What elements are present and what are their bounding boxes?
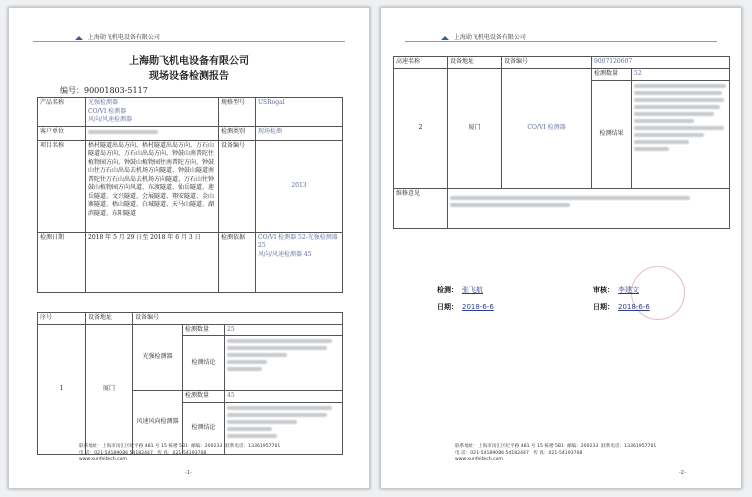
- device-no-value: 9007120607: [592, 57, 730, 69]
- review-date: [593, 302, 650, 312]
- footer-website: www.xunfeitech.com: [79, 457, 127, 462]
- row-seq-value: 1: [38, 324, 86, 454]
- company-logo-icon: [441, 35, 450, 41]
- reviewer-name: 李建文: [618, 286, 639, 294]
- review-date-value: 2018-6-6: [618, 303, 650, 311]
- remarks-value: [448, 188, 730, 228]
- footer-postcode: 邮编：200233: [566, 444, 599, 449]
- footer-tel: 电 话：021-54189086 54182447: [79, 450, 153, 456]
- label-product-name: 产品名称: [38, 98, 86, 127]
- inspect-date: [437, 302, 494, 312]
- reviewer-signature: [593, 285, 639, 295]
- company-logo-icon: [75, 35, 84, 41]
- company-title: 上海勋飞机电设备有限公司: [129, 56, 249, 67]
- device-1-conclusion: [225, 336, 343, 391]
- report-page-2: [380, 7, 742, 489]
- label-test-method: 检测类别: [219, 126, 256, 140]
- model-value: USRogal: [256, 98, 343, 127]
- footer-fax: 传 真：021-54193708: [157, 450, 207, 456]
- device-1-count: 25: [225, 324, 343, 336]
- label-conclusion: 检测结果: [592, 80, 632, 188]
- label-model: 规格型号: [219, 98, 256, 127]
- label-test-date: 检测日期: [38, 232, 86, 292]
- page-footer: [79, 444, 280, 464]
- label-conclusion-2: 检测结论: [183, 402, 225, 454]
- device-2-count: 45: [225, 391, 343, 403]
- page-number: -2-: [679, 470, 686, 476]
- device-table-2: [393, 56, 730, 229]
- footer-postcode: 邮编：200233: [190, 444, 223, 449]
- label-client: 客户单位: [38, 126, 86, 140]
- test-method-value: 现场检测: [256, 126, 343, 140]
- inspector-name: 张飞航: [462, 286, 483, 294]
- footer-phone: 13361957701: [248, 444, 281, 449]
- col-device-no: 设备编号: [502, 57, 592, 69]
- label-equipment-no: 设备编号: [219, 140, 256, 232]
- report-table-1: [37, 97, 343, 293]
- header-divider: [33, 41, 345, 42]
- report-number: 编号：90001803-5117: [60, 86, 148, 95]
- col-device-no: 设备编号: [133, 313, 343, 325]
- test-items-value: 梧村隧道出岛方向、梧村隧道出岛方向、万石山隧道岛方向、万石山出岛方向、钟鼓山南普陀往植物园方向、钟鼓山植物园往南普陀方向、钟鼓山往万石山出岛去机场方向隧道、钟鼓山隧道南普陀往万石山出岛去机场方向隧道、万石山往钟鼓山植物园方向风道、东渡隧道、仙岳隧道、莲岳隧道、文兴隧道、会展隧道、翔安隧道、金山寨隧道、梧山隧道、白城隧道、天马山隧道、湖滨隧道、东阳隧道: [86, 140, 219, 232]
- inspect-date-label: 日期：: [437, 303, 458, 311]
- header-company-name: 上海勋飞机电设备有限公司: [87, 34, 160, 41]
- reviewer-label: 审核：: [593, 286, 614, 294]
- page-header: [441, 32, 526, 41]
- device-table-1: [37, 312, 343, 455]
- test-date-value: 2018 年 5 月 29 日至 2018 年 6 月 3 日: [86, 232, 219, 292]
- device-1-name: 光强检测器: [133, 324, 183, 391]
- footer-address: 联系地址：上海市闵汇区纪平路 481 号 15 栋楼 5B1: [455, 444, 565, 449]
- footer-address: 联系地址：上海市闵汇区纪平路 481 号 15 栋楼 5B1: [79, 444, 189, 449]
- equipment-no-value: 2013: [256, 140, 343, 232]
- report-title: 现场设备检测报告: [149, 71, 229, 82]
- row-location-value: 厦门: [86, 324, 133, 454]
- device-2-name: 风速风向检测器: [133, 391, 183, 455]
- label-count: 检测数量: [592, 68, 632, 80]
- label-count-1: 检测数量: [183, 324, 225, 336]
- client-value: [86, 126, 219, 140]
- col-location: 设备地址: [86, 313, 133, 325]
- label-conclusion-1: 检测结论: [183, 336, 225, 391]
- inspect-date-value: 2018-6-6: [462, 303, 494, 311]
- device-name: CO/VI 检测器: [502, 68, 592, 188]
- footer-phone: 13361957701: [624, 444, 657, 449]
- page-footer: [455, 444, 656, 464]
- footer-website: www.xunfeitech.com: [455, 457, 503, 462]
- footer-fax: 传 真：021-54193708: [533, 450, 583, 456]
- label-count-2: 检测数量: [183, 391, 225, 403]
- label-test-basis: 检测依据: [219, 232, 256, 292]
- inspector-signature: [437, 285, 483, 295]
- row-location-value: 厦门: [448, 68, 502, 188]
- report-page-1: [8, 7, 370, 489]
- page-number: -1-: [185, 470, 192, 476]
- product-name-value: 光强检测器 CO/VI 检测器 风向/风速检测器: [86, 98, 219, 127]
- review-date-label: 日期：: [593, 303, 614, 311]
- col-road-name: 高速名称: [394, 57, 448, 69]
- footer-tel: 电 话：021-54189086 54182447: [455, 450, 529, 456]
- test-basis-value: CO/VI 检测器 52-光强检测器 25 风向/风速检测器 45: [256, 232, 343, 292]
- footer-phone-label: 联系电话：: [225, 444, 249, 449]
- label-remarks: 维修意见: [394, 188, 448, 228]
- inspector-label: 检测：: [437, 286, 458, 294]
- conclusion-value: [632, 80, 730, 188]
- label-test-items: 项目名称: [38, 140, 86, 232]
- header-divider: [405, 41, 717, 42]
- col-location: 设备地址: [448, 57, 502, 69]
- page-header: [75, 32, 160, 41]
- footer-phone-label: 联系电话：: [601, 444, 625, 449]
- count-value: 52: [632, 68, 730, 80]
- row-seq-value: 2: [394, 68, 448, 188]
- col-seq: 序号: [38, 313, 86, 325]
- header-company-name: 上海勋飞机电设备有限公司: [453, 34, 526, 41]
